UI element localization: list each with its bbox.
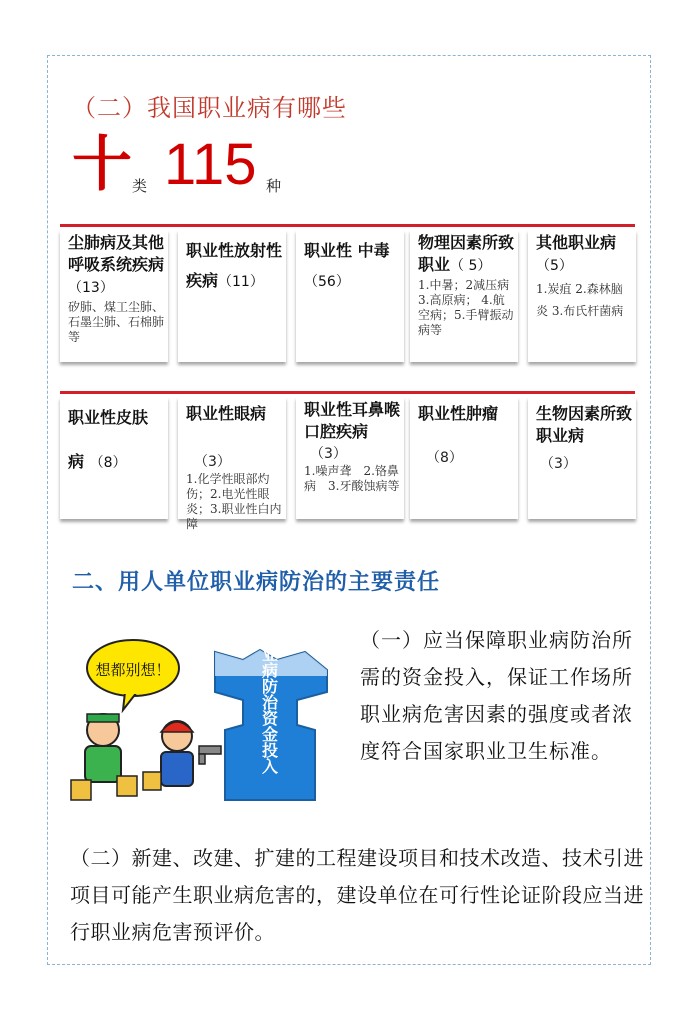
card-detail: 1.中暑；2减压病 3.高原病； 4.航空病；5.手臂振动病等: [418, 278, 514, 337]
card-poisoning: [296, 230, 404, 362]
section-heading-2: 二、用人单位职业病防治的主要责任: [72, 569, 441, 595]
card-detail: 矽肺、煤工尘肺、石墨尘肺、石棉肺等: [68, 300, 165, 344]
big-115-number: 115: [164, 132, 257, 197]
bubble-patch: [120, 690, 140, 694]
card-count: （3）: [194, 454, 231, 470]
ten-categories-banner: [72, 130, 472, 210]
card-count: （3）: [310, 446, 347, 462]
card-title: 尘肺病及其他呼吸系统疾病（13）: [68, 233, 165, 296]
card-detail: 1.噪声聋 2.铬鼻病 3.牙酸蚀病等: [304, 464, 400, 493]
speech-bubble-tail: [123, 692, 137, 710]
card-title: 其他职业病 （5）: [536, 233, 617, 274]
card-title-cont: 病 （8）: [68, 452, 127, 471]
card-count: （3）: [540, 456, 577, 472]
worker1-bucket-right: [117, 776, 137, 796]
card-radiation: [178, 230, 286, 362]
paragraph-2: （二）新建、改建、扩建的工程建设项目和技术改造、技术引进项目可能产生职业病危害的，建设单位在可行性论证阶段应当进行职业病危害预评价。: [70, 846, 644, 944]
worker2-bucket: [143, 772, 161, 790]
card-physical-factors: [410, 230, 518, 362]
worker1-bandana: [87, 714, 119, 722]
row1-red-line: [60, 224, 635, 227]
row2-red-line: [60, 391, 635, 394]
card-detail: 1.化学性眼部灼伤；2.电光性眼炎；3.职业性白内障: [186, 472, 282, 531]
worker1-body: [85, 746, 121, 782]
card-pneumoconiosis: [60, 230, 168, 362]
worker2-body: [161, 752, 193, 786]
card-title: 职业性 中毒（56）: [304, 241, 390, 290]
card-detail: 1.炭疽 2.森林脑炎 3.布氏杆菌病: [536, 282, 624, 318]
big-ten-char: 十: [72, 130, 132, 200]
card-title: 职业性皮肤: [68, 408, 149, 427]
paragraph-1: （一）应当保障职业病防治所需的资金投入，保证工作场所职业病危害因素的强度或者浓度符合国家职业卫生标准。: [360, 628, 633, 763]
sign-text: 职业病防治资金投入: [259, 630, 279, 774]
cartoon-illustration: [65, 630, 345, 810]
card-title: 职业性放射性疾病（11）: [186, 241, 283, 290]
card-tumor: [410, 397, 518, 519]
card-title: 职业性眼病: [186, 404, 267, 423]
category-unit: 类: [132, 177, 148, 195]
card-title: 职业性耳鼻喉口腔疾病: [304, 400, 401, 441]
worker1-bucket-left: [71, 780, 91, 800]
card-skin: [60, 397, 168, 519]
illustration: [65, 630, 345, 810]
faucet-icon: [199, 746, 221, 754]
card-title: 职业性肿瘤: [418, 404, 499, 423]
card-count: （8）: [426, 450, 463, 466]
card-title: 生物因素所致职业病: [536, 404, 633, 445]
card-other: [528, 230, 636, 362]
bubble-text: 想都别想！: [95, 661, 171, 679]
card-biological: [528, 397, 636, 519]
card-ent: [296, 397, 404, 519]
card-eye: [178, 397, 286, 531]
card-title: 物理因素所致职业（ 5）: [418, 233, 515, 274]
worker2-helmet: [161, 722, 193, 732]
faucet-spout: [199, 754, 205, 764]
kind-unit: 种: [266, 177, 282, 195]
section-title: （二）我国职业病有哪些: [72, 94, 347, 122]
